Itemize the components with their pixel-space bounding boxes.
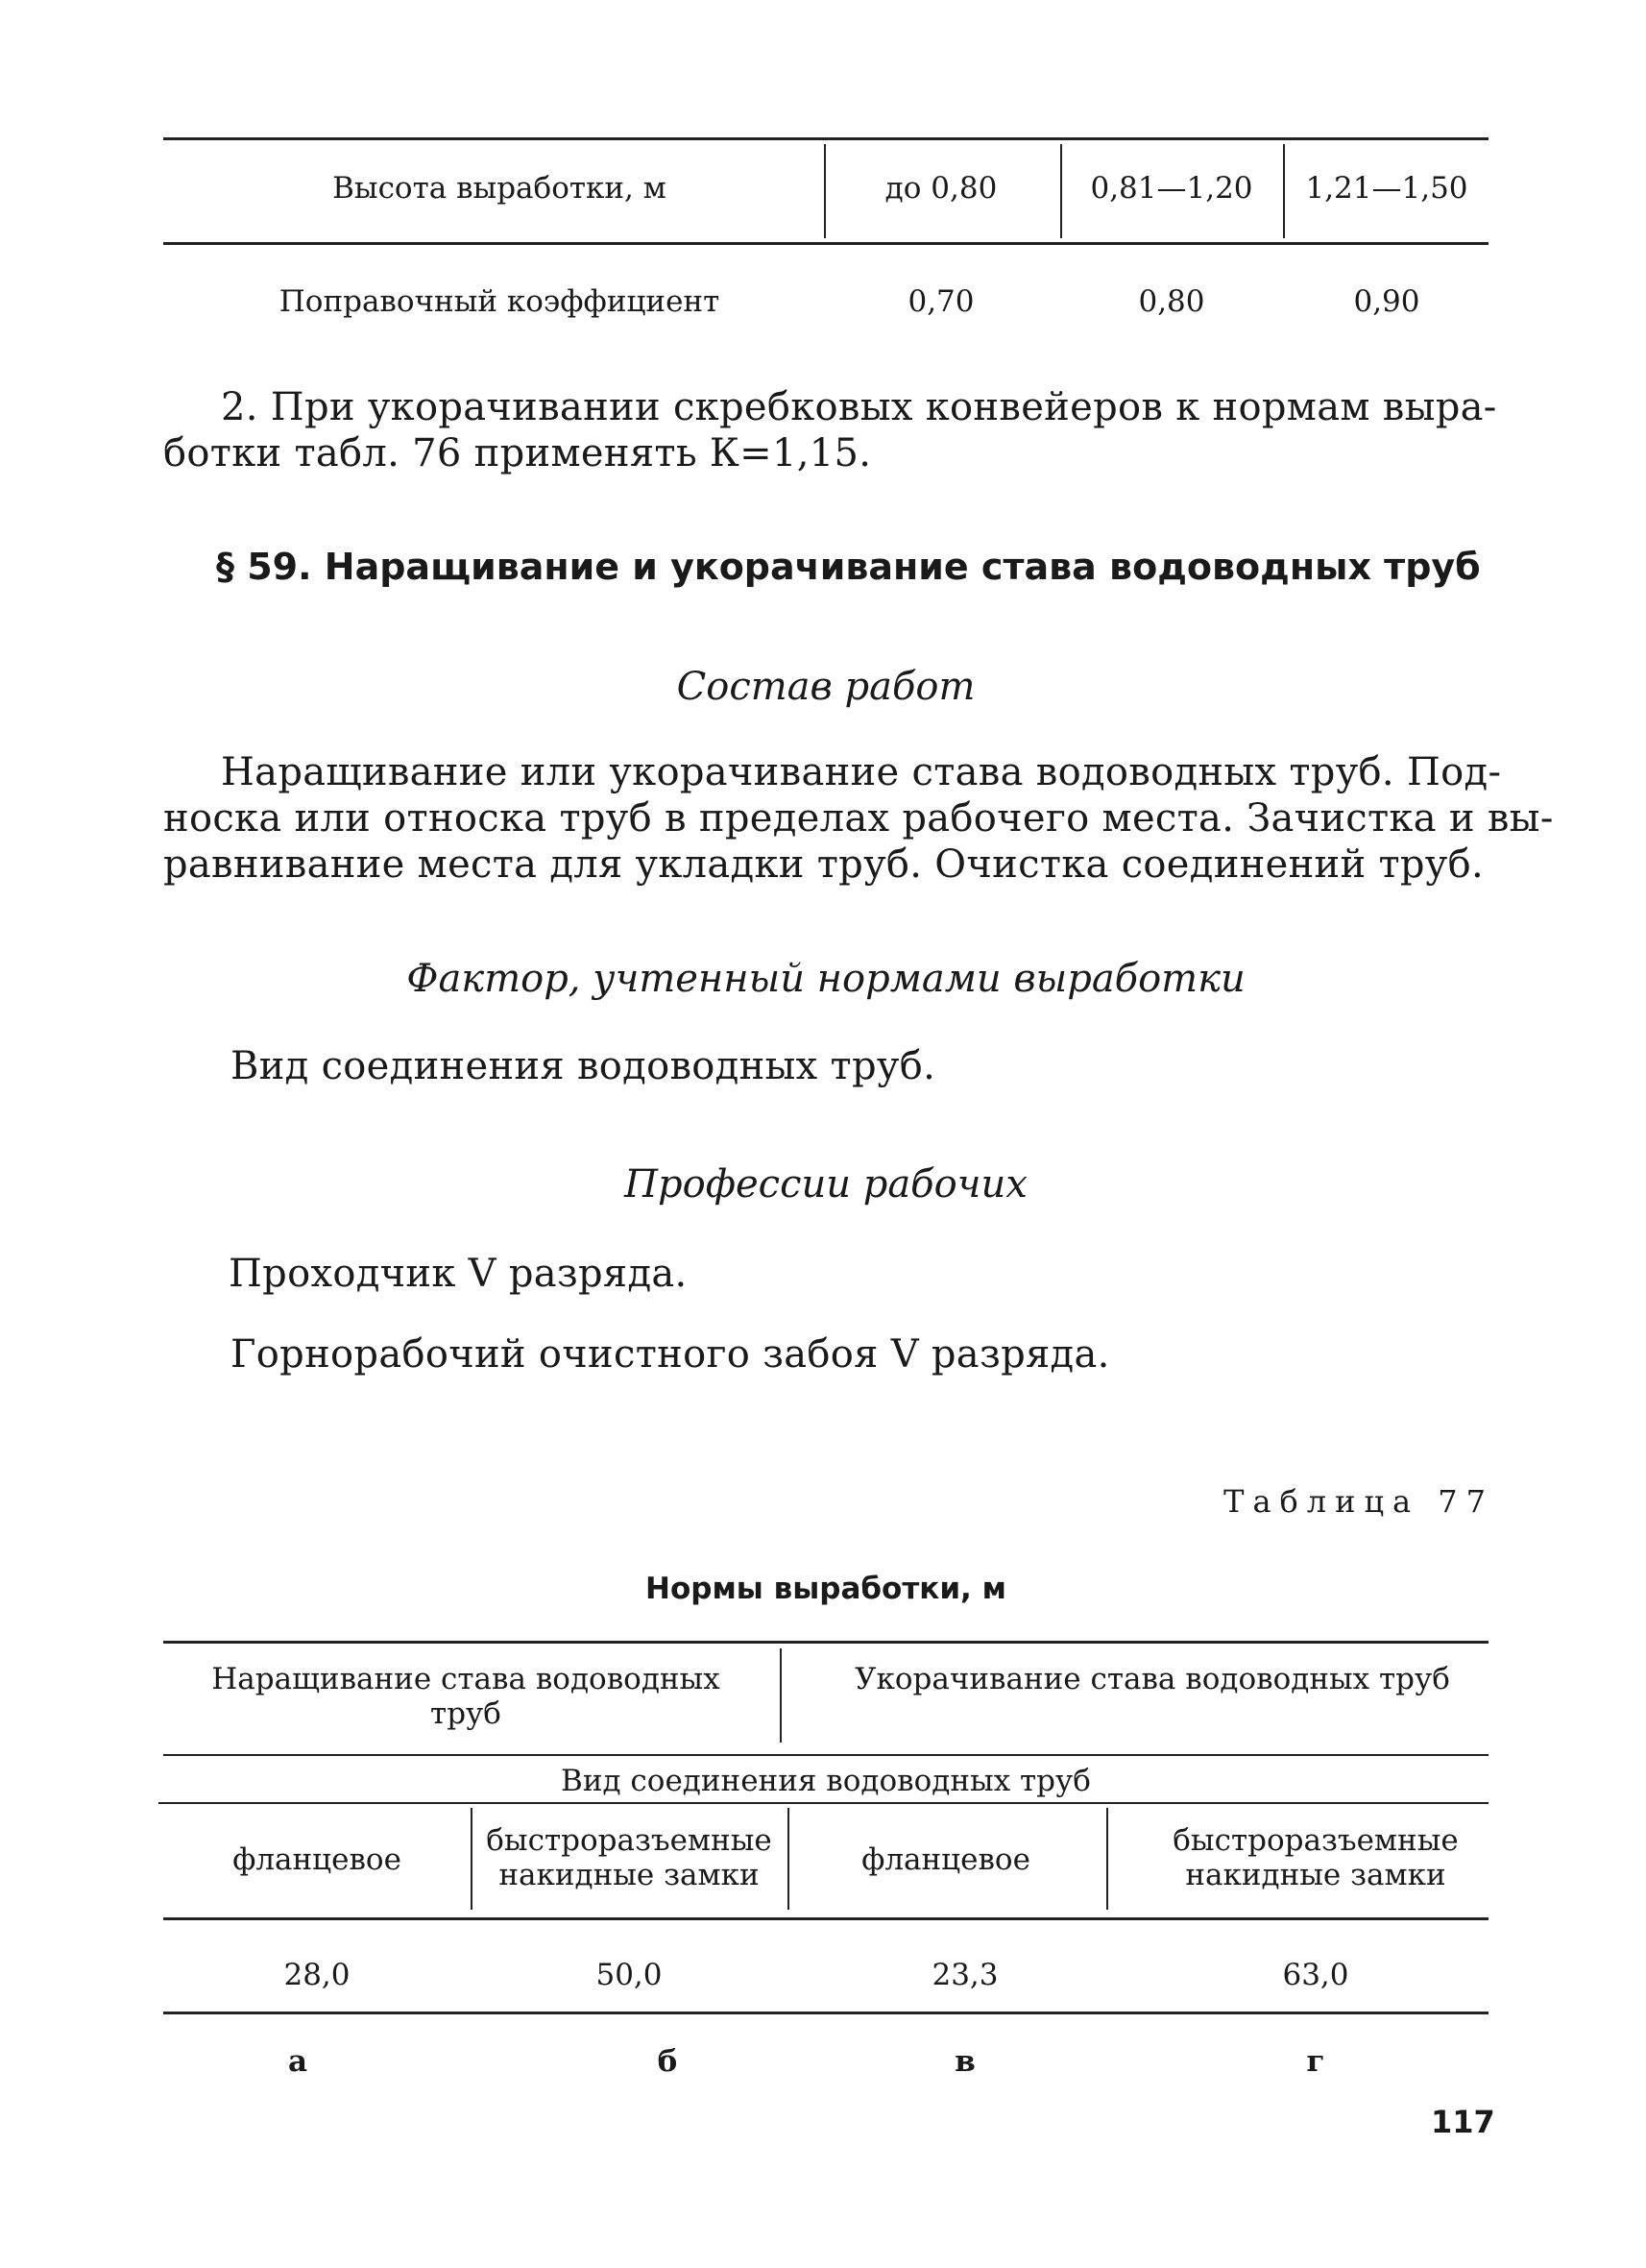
table-77-rule-top xyxy=(163,1641,1489,1644)
factor-heading: Фактор, учтенный нормами выработки xyxy=(406,957,1246,1001)
composition-heading: Состав работ xyxy=(676,665,976,709)
table-77-value-2: 50,0 xyxy=(595,1958,663,1992)
table-77-col-1: фланцевое xyxy=(232,1842,401,1877)
composition-line-3: равнивание места для укладки труб. Очистка соединений труб. xyxy=(163,842,1485,887)
section-heading: § 59. Наращивание и укорачивание става водоводных труб xyxy=(216,546,1481,588)
top-table-value-1: 0,70 xyxy=(908,284,975,319)
table-77-title: Нормы выработки, м xyxy=(645,1572,1006,1606)
top-table-range-2: 0,81—1,20 xyxy=(1090,171,1253,206)
table-77-value-1: 28,0 xyxy=(283,1958,351,1992)
table-77-subheader: Вид соединения водоводных труб xyxy=(561,1764,1091,1798)
composition-line-1: Наращивание или укорачивание става водоводных труб. Под- xyxy=(221,750,1502,794)
professions-heading: Профессии рабочих xyxy=(624,1162,1028,1207)
top-table-rule-mid xyxy=(163,242,1489,245)
top-table-value-3: 0,90 xyxy=(1353,284,1420,319)
table-77-value-4: 63,0 xyxy=(1282,1958,1349,1992)
table-77-group-1: Наращивание става водоводных труб xyxy=(211,1662,720,1731)
table-77-rule-bottom xyxy=(163,2012,1489,2014)
composition-line-2: носка или относка труб в пределах рабочего места. Зачистка и вы- xyxy=(163,796,1554,841)
table-77-rule-2 xyxy=(163,1754,1489,1756)
table-77-col-2: быстроразъемные накидные замки xyxy=(486,1823,772,1892)
table-77-letter-a: а xyxy=(287,2044,308,2079)
profession-1: Проходчик V разряда. xyxy=(229,1252,688,1296)
top-table-rule-top xyxy=(163,137,1489,140)
table-77-rule-3 xyxy=(158,1802,1489,1804)
table-77-letter-v: в xyxy=(955,2044,976,2079)
table-77-value-3: 23,3 xyxy=(932,1958,999,1992)
table-77-group-2: Укорачивание става водоводных труб xyxy=(855,1662,1450,1696)
top-table-value-2: 0,80 xyxy=(1138,284,1205,319)
note-2-line-2: ботки табл. 76 применять К=1,15. xyxy=(163,431,872,476)
profession-2: Горнорабочий очистного забоя V разряда. xyxy=(230,1332,1110,1377)
table-77-group-divider xyxy=(780,1648,782,1743)
table-77-col-divider xyxy=(471,1808,472,1910)
table-77-col-3: фланцевое xyxy=(861,1842,1030,1877)
table-77-col-divider xyxy=(1106,1808,1108,1910)
top-table-header-label: Высота выработки, м xyxy=(332,171,666,206)
table-77-letter-b: б xyxy=(657,2044,678,2079)
table-77-col-divider xyxy=(787,1808,789,1910)
page-number: 117 xyxy=(1431,2104,1495,2140)
table-77-letter-g: г xyxy=(1306,2044,1325,2079)
top-table-row-label: Поправочный коэффициент xyxy=(278,284,720,319)
top-table-range-1: до 0,80 xyxy=(884,171,998,206)
table-77-label: Таблица 77 xyxy=(1223,1483,1494,1520)
table-77-rule-4 xyxy=(163,1917,1489,1920)
top-table-range-3: 1,21—1,50 xyxy=(1305,171,1468,206)
factor-text: Вид соединения водоводных труб. xyxy=(230,1044,936,1088)
note-2-line-1: 2. При укорачивании скребковых конвейеров к нормам выра- xyxy=(221,385,1497,429)
table-77-col-4: быстроразъемные накидные замки xyxy=(1173,1823,1459,1892)
